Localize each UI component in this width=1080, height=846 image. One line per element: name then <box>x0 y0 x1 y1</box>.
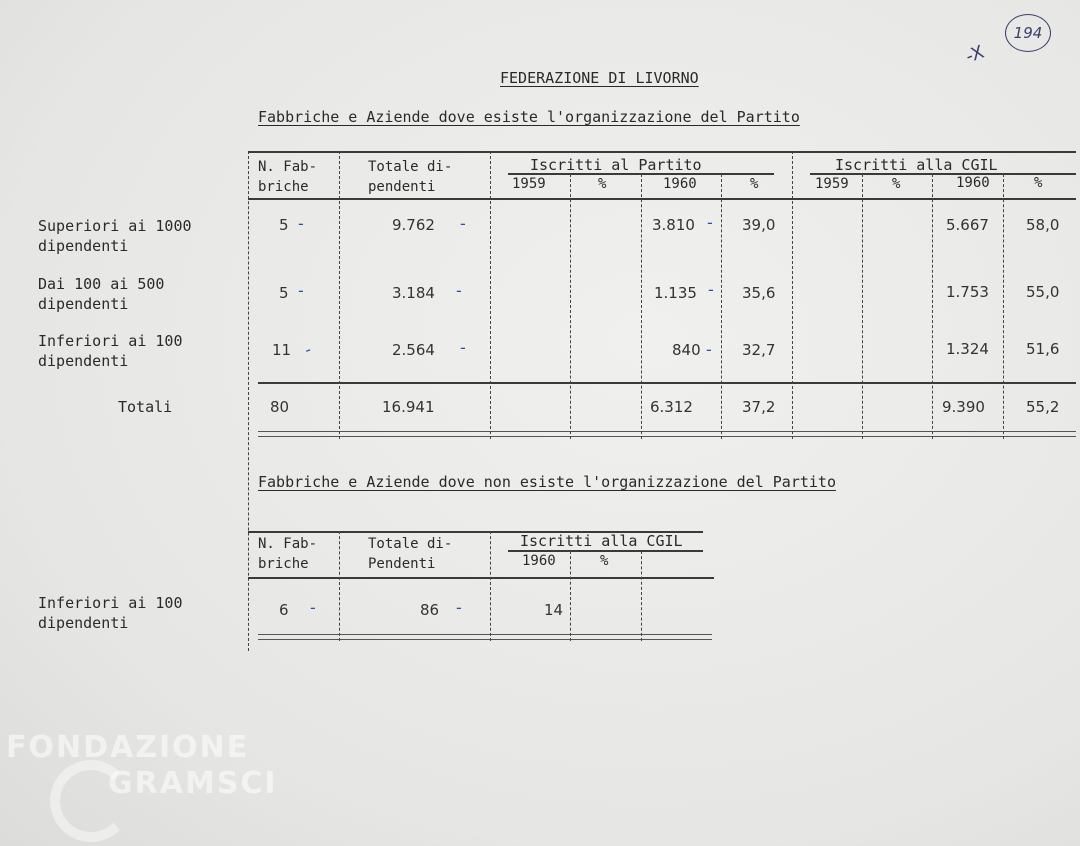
pen-tick: - <box>708 280 714 299</box>
table1-totals-rule <box>258 382 1076 384</box>
logo-g-mark <box>50 760 132 842</box>
hdr-p-1959: 1959 <box>512 176 546 192</box>
hdr-iscritti-partito: Iscritti al Partito <box>530 156 702 174</box>
cell-partito-pct: 39,0 <box>742 216 776 234</box>
cell-totale: 2.564 <box>392 341 435 359</box>
col-sep-5 <box>721 174 722 439</box>
table1-bottom-double-rule <box>258 431 1076 437</box>
col-sep-3 <box>570 174 571 439</box>
table1-left-border <box>248 151 249 651</box>
hdr-iscritti-cgil: Iscritti alla CGIL <box>835 156 998 174</box>
t2-col-sep-1 <box>339 531 340 641</box>
col-sep-8 <box>932 174 933 439</box>
cell-cgil-pct: 55,0 <box>1026 283 1060 301</box>
cell-n-fab: 5 <box>279 284 289 302</box>
table1-top-rule <box>248 151 1076 153</box>
col-sep-4 <box>641 174 642 439</box>
totals-label: Totali <box>118 398 173 416</box>
t2-hdr-1960: 1960 <box>522 553 556 569</box>
t2-col-sep-4 <box>641 551 642 641</box>
pen-tick: - <box>456 281 462 300</box>
t2-col-sep-3 <box>570 551 571 641</box>
section1-heading: Fabbriche e Aziende dove esiste l'organizzazione del Partito <box>258 108 800 126</box>
cell-totale: 3.184 <box>392 284 435 302</box>
t2-cell-totale: 86 <box>420 601 440 619</box>
document-title: FEDERAZIONE DI LIVORNO <box>500 69 699 87</box>
section2-heading: Fabbriche e Aziende dove non esiste l'organizzazione del Partito <box>258 473 836 491</box>
t2-cell-n-fab: 6 <box>279 601 289 619</box>
row-label: Dai 100 ai 500 dipendenti <box>38 275 165 313</box>
pen-tick: - <box>460 338 466 357</box>
table1-header-rule <box>248 198 1076 200</box>
table2-cgil-rule <box>508 550 703 552</box>
cell-partito-pct: 35,6 <box>742 284 776 302</box>
table2-header-rule <box>248 577 714 579</box>
totals-n-fab: 80 <box>270 398 290 416</box>
totals-partito-pct: 37,2 <box>742 398 776 416</box>
t2-hdr-n-fab: N. Fab- briche <box>258 536 318 572</box>
t2-row-label: Inferiori ai 100 dipendenti <box>38 594 183 632</box>
cell-n-fab: 11 <box>272 341 292 359</box>
col-sep-7 <box>862 174 863 439</box>
hdr-p-1960: 1960 <box>663 176 697 192</box>
pen-tick: - <box>298 281 304 300</box>
col-sep-9 <box>1003 174 1004 439</box>
pen-tick: - <box>301 339 314 360</box>
t2-hdr-iscritti-cgil: Iscritti alla CGIL <box>520 532 683 550</box>
cell-partito-1960: 3.810 <box>652 216 695 234</box>
totals-partito-1960: 6.312 <box>650 398 693 416</box>
totals-cgil-pct: 55,2 <box>1026 398 1060 416</box>
cell-cgil-1960: 1.324 <box>946 340 989 358</box>
t2-cell-cgil-1960: 14 <box>544 601 564 619</box>
cell-partito-pct: 32,7 <box>742 341 776 359</box>
cell-cgil-1960: 5.667 <box>946 216 989 234</box>
pen-tick: - <box>298 214 304 233</box>
hdr-c-1960: 1960 <box>956 175 990 191</box>
hdr-c-pct1: % <box>892 176 901 192</box>
col-sep-6 <box>792 151 793 439</box>
hdr-totale: Totale di- pendenti <box>368 159 453 195</box>
fondazione-gramsci-logo: FONDAZIONE <box>6 730 250 765</box>
hdr-p-pct1: % <box>598 176 607 192</box>
totals-totale: 16.941 <box>382 398 435 416</box>
corner-mark: -X <box>962 41 987 68</box>
hdr-c-1959: 1959 <box>815 176 849 192</box>
table2-bottom-double-rule <box>258 634 712 640</box>
page-number-circle: 194 <box>1005 14 1051 52</box>
hdr-c-pct2: % <box>1034 175 1043 191</box>
col-sep-2 <box>490 151 491 439</box>
cell-partito-1960: 840 <box>672 341 701 359</box>
cell-cgil-1960: 1.753 <box>946 283 989 301</box>
pen-tick: - <box>707 213 713 232</box>
cell-cgil-pct: 51,6 <box>1026 340 1060 358</box>
row-label: Superiori ai 1000 dipendenti <box>38 217 192 255</box>
t2-hdr-totale: Totale di- Pendenti <box>368 536 453 572</box>
pen-tick: - <box>460 214 466 233</box>
t2-hdr-pct: % <box>600 553 609 569</box>
pen-tick: - <box>456 598 462 617</box>
hdr-n-fab: N. Fab- briche <box>258 159 318 195</box>
row-label: Inferiori ai 100 dipendenti <box>38 332 183 370</box>
cell-partito-1960: 1.135 <box>654 284 697 302</box>
totals-cgil-1960: 9.390 <box>942 398 985 416</box>
pen-tick: - <box>706 340 712 359</box>
pen-tick: - <box>310 598 316 617</box>
t2-col-sep-2 <box>490 531 491 641</box>
cell-n-fab: 5 <box>279 216 289 234</box>
fondazione-gramsci-logo-line2: GRAMSCI <box>108 766 278 801</box>
cell-cgil-pct: 58,0 <box>1026 216 1060 234</box>
cell-totale: 9.762 <box>392 216 435 234</box>
hdr-p-pct2: % <box>750 176 759 192</box>
col-sep-1 <box>339 151 340 439</box>
